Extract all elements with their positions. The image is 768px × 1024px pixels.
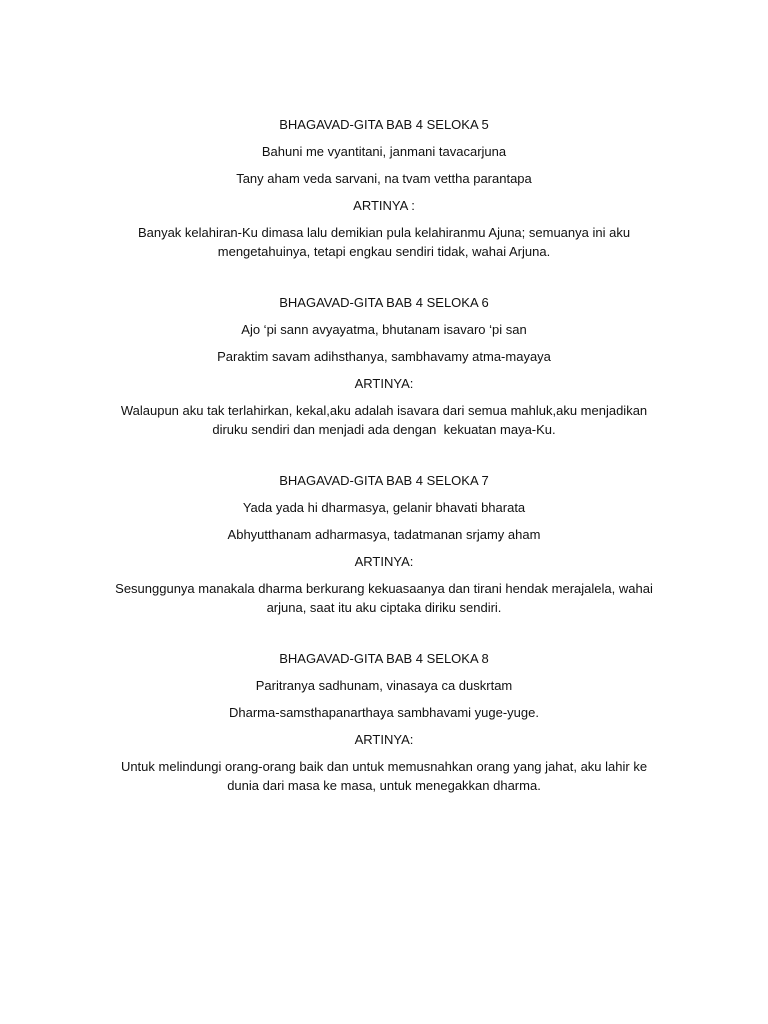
meaning-line: Walaupun aku tak terlahirkan, kekal,aku adalah isavara dari semua mahluk,aku menjadikan <box>120 403 648 418</box>
verse-line: Dharma-samsthapanarthaya sambhavami yuge-yuge. <box>229 705 539 720</box>
meaning-label: ARTINYA: <box>354 376 414 391</box>
verse-heading: BHAGAVAD-GITA BAB 4 SELOKA 8 <box>279 651 489 666</box>
document-body <box>80 115 688 827</box>
verse-line: Paraktim savam adihsthanya, sambhavamy atma-mayaya <box>217 349 551 364</box>
meaning-line: dunia dari masa ke masa, untuk menegakkan dharma. <box>227 778 541 793</box>
verse-line: Yada yada hi dharmasya, gelanir bhavati bharata <box>242 500 526 515</box>
verse-line: Ajo ‘pi sann avyayatma, bhutanam isavaro ‘pi san <box>241 322 527 337</box>
meaning-label: ARTINYA : <box>353 198 415 213</box>
meaning-text <box>80 757 688 795</box>
meaning-text <box>80 223 688 261</box>
verse-heading: BHAGAVAD-GITA BAB 4 SELOKA 6 <box>279 295 489 310</box>
verse-block-seloka-5 <box>80 115 688 261</box>
verse-block-seloka-8 <box>80 649 688 795</box>
meaning-text <box>80 579 688 617</box>
meaning-label: ARTINYA: <box>354 554 414 569</box>
meaning-line: Untuk melindungi orang-orang baik dan untuk memusnahkan orang yang jahat, aku lahir ke <box>120 759 648 774</box>
verse-line: Tany aham veda sarvani, na tvam vettha parantapa <box>236 171 532 186</box>
meaning-line: Sesunggunya manakala dharma berkurang kekuasaanya dan tirani hendak merajalela, wahai <box>115 581 653 596</box>
verse-heading: BHAGAVAD-GITA BAB 4 SELOKA 5 <box>279 117 489 132</box>
meaning-label: ARTINYA: <box>354 732 414 747</box>
meaning-text <box>80 401 688 439</box>
verse-line: Paritranya sadhunam, vinasaya ca duskrtam <box>255 678 513 693</box>
meaning-line: diruku sendiri dan menjadi ada dengan kekuatan maya-Ku. <box>212 422 556 437</box>
verse-heading: BHAGAVAD-GITA BAB 4 SELOKA 7 <box>279 473 489 488</box>
verse-block-seloka-7 <box>80 471 688 617</box>
verse-line: Abhyutthanam adharmasya, tadatmanan srjamy aham <box>227 527 541 542</box>
meaning-line: arjuna, saat itu aku ciptaka diriku sendiri. <box>266 600 502 615</box>
meaning-line: Banyak kelahiran-Ku dimasa lalu demikian pula kelahiranmu Ajuna; semuanya ini aku <box>137 225 631 240</box>
meaning-line: mengetahuinya, tetapi engkau sendiri tidak, wahai Arjuna. <box>217 244 551 259</box>
verse-line: Bahuni me vyantitani, janmani tavacarjuna <box>261 144 507 159</box>
verse-block-seloka-6 <box>80 293 688 439</box>
